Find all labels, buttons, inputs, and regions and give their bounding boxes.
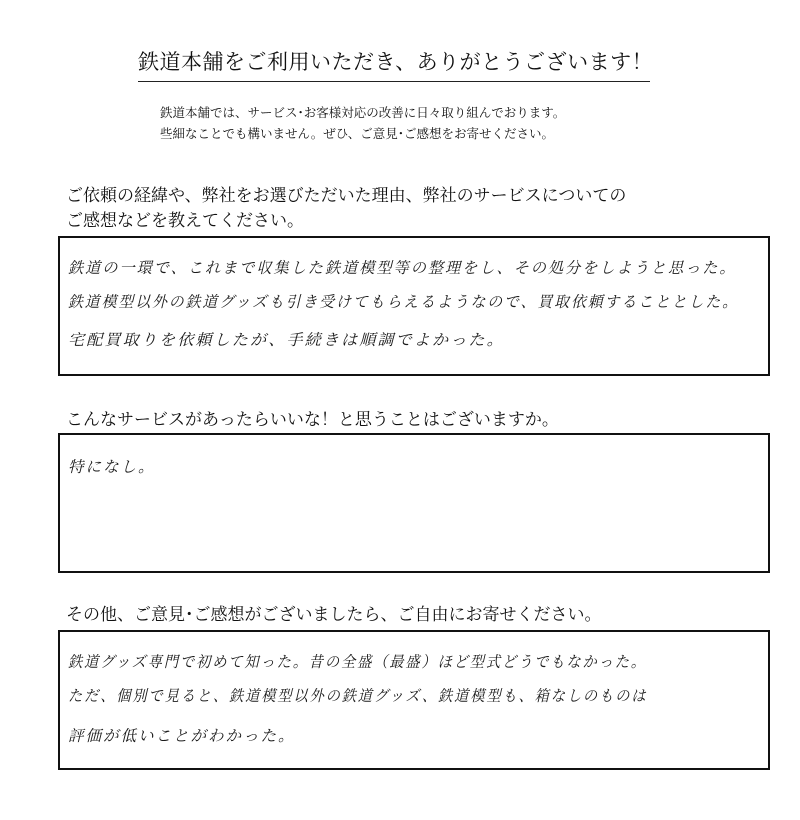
intro-line-2: 些細なことでも構いません。ぜひ、ご意見･ご感想をお寄せください。 (160, 126, 555, 141)
question-2-label: こんなサービスがあったらいいな！と思うことはございますか。 (66, 410, 559, 430)
page-title: 鉄道本舗をご利用いただき、ありがとうございます！ (138, 46, 650, 82)
question-3-label: その他、ご意見･ご感想がございましたら、ご自由にお寄せください。 (66, 605, 602, 625)
answer-2-line-1: 特になし。 (68, 458, 156, 476)
question-1-label-line-2: ご感想などを教えてください。 (66, 211, 304, 231)
answer-1-line-1: 鉄道の一環で、これまで収集した鉄道模型等の整理をし、その処分をしようと思った。 (68, 259, 737, 277)
answer-1-line-2: 鉄道模型以外の鉄道グッズも引き受けてもらえるようなので、買取依頼することとした。 (68, 293, 739, 311)
answer-3-line-2: ただ、個別で見ると、鉄道模型以外の鉄道グッズ、鉄道模型も、箱なしのものは (68, 687, 648, 705)
answer-3-line-3: 評価が低いことがわかった。 (68, 727, 296, 745)
answer-box-3[interactable] (58, 630, 770, 770)
answer-box-1[interactable] (58, 236, 770, 376)
question-1-label-line-1: ご依頼の経緯や、弊社をお選びただいた理由、弊社のサービスについての (66, 186, 627, 206)
answer-3-line-1: 鉄道グッズ専門で初めて知った。昔の全盛（最盛）ほど型式どうでもなかった。 (68, 653, 647, 671)
answer-box-2[interactable] (58, 433, 770, 573)
intro-line-1: 鉄道本舗では、サービス･お客様対応の改善に日々取り組んでおります。 (160, 105, 566, 120)
answer-1-line-3: 宅配買取りを依頼したが、手続きは順調でよかった。 (68, 331, 505, 349)
